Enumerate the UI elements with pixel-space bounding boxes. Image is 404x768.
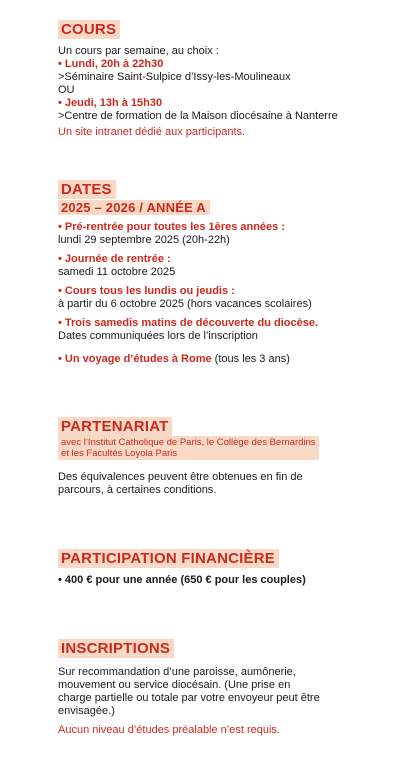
dates-item-label: • Journée de rentrée : bbox=[58, 253, 171, 265]
participation-text: • 400 € pour une année (650 € pour les couples) bbox=[58, 574, 306, 586]
dates-item-text: lundi 29 septembre 2025 (20h-22h) bbox=[58, 234, 230, 246]
dates-rome-label: • Un voyage d’études à Rome bbox=[58, 353, 212, 365]
cours-option2-time: • Jeudi, 13h à 15h30 bbox=[58, 97, 163, 109]
cours-option2-place: >Centre de formation de la Maison diocésaine à Nanterre bbox=[58, 110, 338, 122]
dates-item bbox=[58, 285, 392, 311]
partenariat-note bbox=[58, 436, 319, 460]
cours-title: COURS bbox=[58, 20, 120, 39]
dates-item bbox=[58, 221, 392, 247]
dates-item-text: samedi 11 octobre 2025 bbox=[58, 266, 176, 278]
dates-rome-text: (tous les 3 ans) bbox=[211, 353, 290, 365]
inscriptions-text-line: charge partielle ou totale par votre envoyeur peut être bbox=[58, 692, 320, 704]
inscriptions-section bbox=[58, 639, 392, 737]
cours-option1-place: >Séminaire Saint-Sulpice d’Issy-les-Moulineaux bbox=[58, 71, 291, 83]
dates-item-label: • Pré-rentrée pour toutes les 1ères années : bbox=[58, 221, 285, 233]
cours-or: OU bbox=[58, 84, 75, 96]
participation-title: PARTICIPATION FINANCIÈRE bbox=[58, 549, 279, 568]
dates-item-label: • Cours tous les lundis ou jeudis : bbox=[58, 285, 235, 297]
dates-rome bbox=[58, 353, 392, 366]
partenariat-text-line: Des équivalences peuvent être obtenues en fin de bbox=[58, 471, 303, 483]
dates-item bbox=[58, 253, 392, 279]
dates-subtitle: 2025 – 2026 / ANNÉE A bbox=[58, 200, 210, 215]
dates-title: DATES bbox=[58, 180, 116, 199]
dates-item-text: Dates communiquées lors de l’inscription bbox=[58, 330, 258, 342]
inscriptions-text-line: mouvement ou service diocésain. (Une prise en bbox=[58, 679, 291, 691]
partenariat-title: PARTENARIAT bbox=[58, 417, 172, 436]
inscriptions-note: Aucun niveau d’études préalable n’est requis. bbox=[58, 724, 280, 736]
inscriptions-text-line: Sur recommandation d’une paroisse, aumônerie, bbox=[58, 666, 296, 678]
cours-section bbox=[58, 20, 392, 139]
partenariat-note-line: et les Facultés Loyola Paris bbox=[61, 448, 178, 459]
dates-section bbox=[58, 180, 392, 366]
inscriptions-title: INSCRIPTIONS bbox=[58, 639, 174, 658]
cours-intranet: Un site intranet dédié aux participants. bbox=[58, 126, 246, 138]
dates-item-label: • Trois samedis matins de découverte du diocèse. bbox=[58, 317, 318, 329]
cours-intro: Un cours par semaine, au choix : bbox=[58, 45, 219, 57]
cours-option1-time: • Lundi, 20h à 22h30 bbox=[58, 58, 164, 70]
participation-section bbox=[58, 549, 392, 587]
inscriptions-text-line: envisagée.) bbox=[58, 705, 115, 717]
partenariat-section bbox=[58, 417, 392, 497]
dates-item-text: à partir du 6 octobre 2025 (hors vacances scolaires) bbox=[58, 298, 312, 310]
dates-item bbox=[58, 317, 392, 343]
partenariat-note-line: avec l’Institut Catholique de Paris, le Collège des Bernardins bbox=[61, 437, 316, 448]
partenariat-text-line: parcours, à certaines conditions. bbox=[58, 484, 217, 496]
